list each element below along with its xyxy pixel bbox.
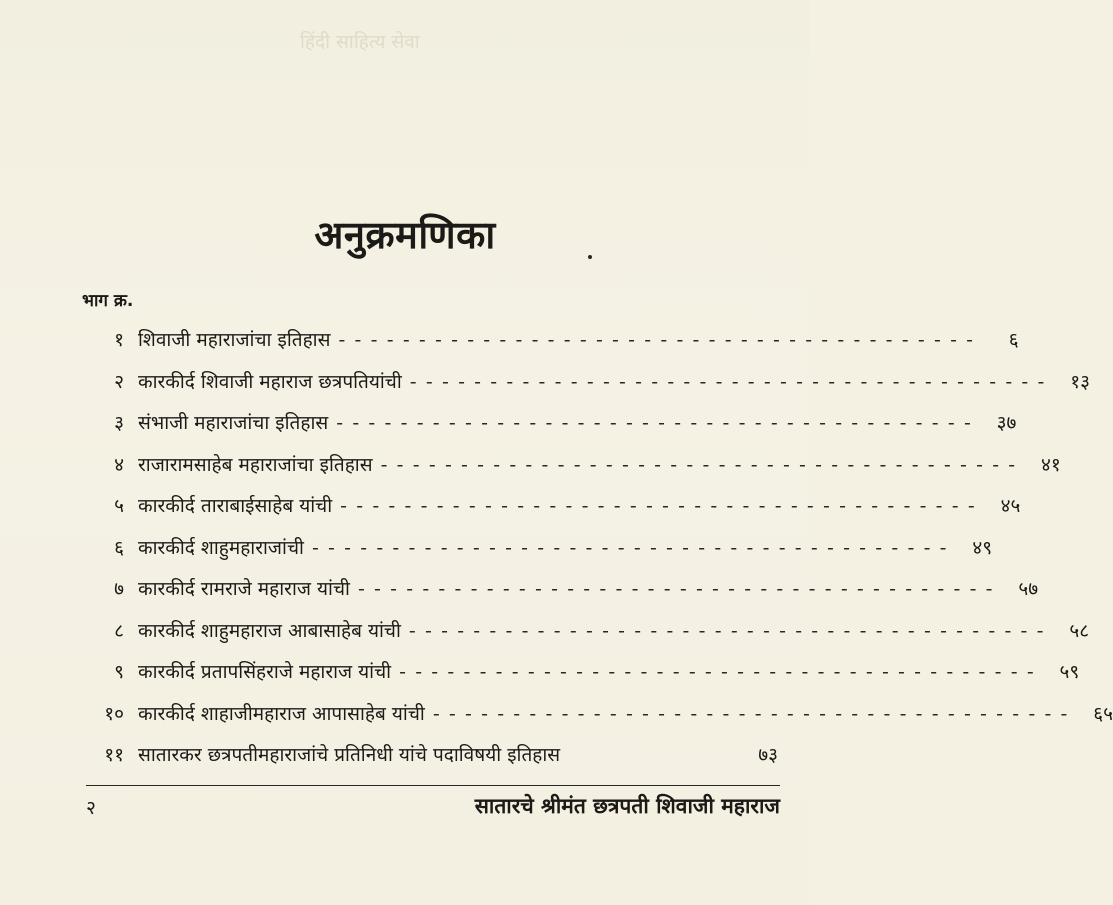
toc-entry-7[interactable] <box>78 569 1039 611</box>
toc-entry-number: ५ <box>114 495 124 517</box>
toc-entry-number: ११ <box>104 744 124 766</box>
toc-entry-page: ६५ <box>1093 702 1113 725</box>
toc-entry-title: कारकीर्द शिवाजी महाराज छत्रपतियांची <box>138 370 402 393</box>
toc-entry-title: कारकीर्द शाहुमहाराज आबासाहेब यांची <box>138 619 401 642</box>
toc-entry-number: ३ <box>114 412 124 434</box>
toc-entry-8[interactable] <box>78 611 1090 653</box>
toc-entry-title: कारकीर्द शाहाजीमहाराज आपासाहेब यांची <box>138 702 425 725</box>
dot-leader: - - - - - - - - - - - - - - - - - - - - - - - - - - - - - - - - - - - - - - - - <box>432 702 1069 725</box>
toc-entry-title: कारकीर्द रामराजे महाराज यांची <box>138 578 350 600</box>
toc-entry-page: ५९ <box>1059 661 1080 683</box>
toc-entry-title: कारकीर्द शाहुमहाराजांची <box>138 536 304 559</box>
toc-entry-number: ७ <box>114 578 124 600</box>
toc-entry-title: शिवाजी महाराजांचा इतिहास <box>138 329 331 351</box>
dot-leader: - - - - - - - - - - - - - - - - - - - - - - - - - - - - - - - - - - - - - - - - <box>380 453 1017 476</box>
toc-entry-title: कारकीर्द ताराबाईसाहेब यांची <box>138 495 333 517</box>
toc-entry-page: ४५ <box>1000 495 1021 517</box>
toc-entry-1[interactable] <box>78 320 1019 362</box>
toc-entry-page: ४९ <box>972 536 993 559</box>
toc-entry-page: ४१ <box>1040 453 1061 476</box>
toc-entry-number: ६ <box>114 536 124 559</box>
bleed-through-text: हिंदी साहित्य सेवा <box>300 31 420 53</box>
toc-entry-11[interactable] <box>78 735 778 777</box>
toc-entry-number: ९ <box>114 661 124 683</box>
toc-entry-page: ५७ <box>1018 578 1039 600</box>
dot-leader: - - - - - - - - - - - - - - - - - - - - - - - - - - - - - - - - - - - - - - - - <box>340 495 977 517</box>
toc-entry-title: राजारामसाहेब महाराजांचा इतिहास <box>138 453 373 476</box>
toc-entry-number: ८ <box>114 619 124 642</box>
toc-entry-number: १ <box>114 329 124 351</box>
footer-page-number: २ <box>86 797 96 819</box>
toc-entry-page: ६ <box>1008 329 1019 351</box>
page-title: अनुक्रमणिका <box>314 213 496 257</box>
toc-entry-title: सातारकर छत्रपतीमहाराजांचे प्रतिनिधी यांचे पदाविषयी इतिहास <box>138 744 561 766</box>
toc-entry-6[interactable] <box>78 528 993 570</box>
toc-entry-page: ७३ <box>758 744 778 766</box>
toc-entry-title: कारकीर्द प्रतापसिंहराजे महाराज यांची <box>138 661 392 683</box>
ink-speck <box>588 255 592 259</box>
toc-entry-number: ४ <box>114 453 124 476</box>
toc-entry-5[interactable] <box>78 486 1021 528</box>
toc-entry-2[interactable] <box>78 362 1090 404</box>
dot-leader: - - - - - - - - - - - - - - - - - - - - - - - - - - - - - - - - - - - - - - - - <box>399 661 1036 683</box>
dot-leader: - - - - - - - - - - - - - - - - - - - - - - - - - - - - - - - - - - - - - - - - <box>357 578 995 600</box>
dot-leader: - - - - - - - - - - - - - - - - - - - - - - - - - - - - - - - - - - - - - - - - <box>336 412 973 434</box>
toc-entry-number: १० <box>104 702 124 725</box>
toc-entry-3[interactable] <box>78 403 1017 445</box>
dot-leader: - - - - - - - - - - - - - - - - - - - - - - - - - - - - - - - - - - - - - - - - <box>338 329 975 351</box>
toc-entry-page: ५८ <box>1069 619 1090 642</box>
toc-entry-page: १३ <box>1070 370 1090 393</box>
dot-leader: - - - - - - - - - - - - - - - - - - - - - - - - - - - - - - - - - - - - - - - - <box>409 370 1046 393</box>
toc-entry-title: संभाजी महाराजांचा इतिहास <box>138 412 329 434</box>
dot-leader: - - - - - - - - - - - - - - - - - - - - - - - - - - - - - - - - - - - - - - - - <box>408 619 1046 642</box>
toc-entry-page: ३७ <box>996 412 1017 434</box>
toc-entry-4[interactable] <box>78 445 1061 487</box>
part-number-column-label: भाग क्र. <box>82 291 134 311</box>
footer-divider <box>86 785 780 786</box>
footer-book-title: सातारचे श्रीमंत छत्रपती शिवाजी महाराज <box>474 794 780 818</box>
toc-entry-9[interactable] <box>78 652 1080 694</box>
table-of-contents <box>78 320 1113 777</box>
toc-entry-10[interactable] <box>78 694 1113 736</box>
toc-entry-number: २ <box>114 370 124 393</box>
dot-leader: - - - - - - - - - - - - - - - - - - - - - - - - - - - - - - - - - - - - - - - - <box>311 536 949 559</box>
